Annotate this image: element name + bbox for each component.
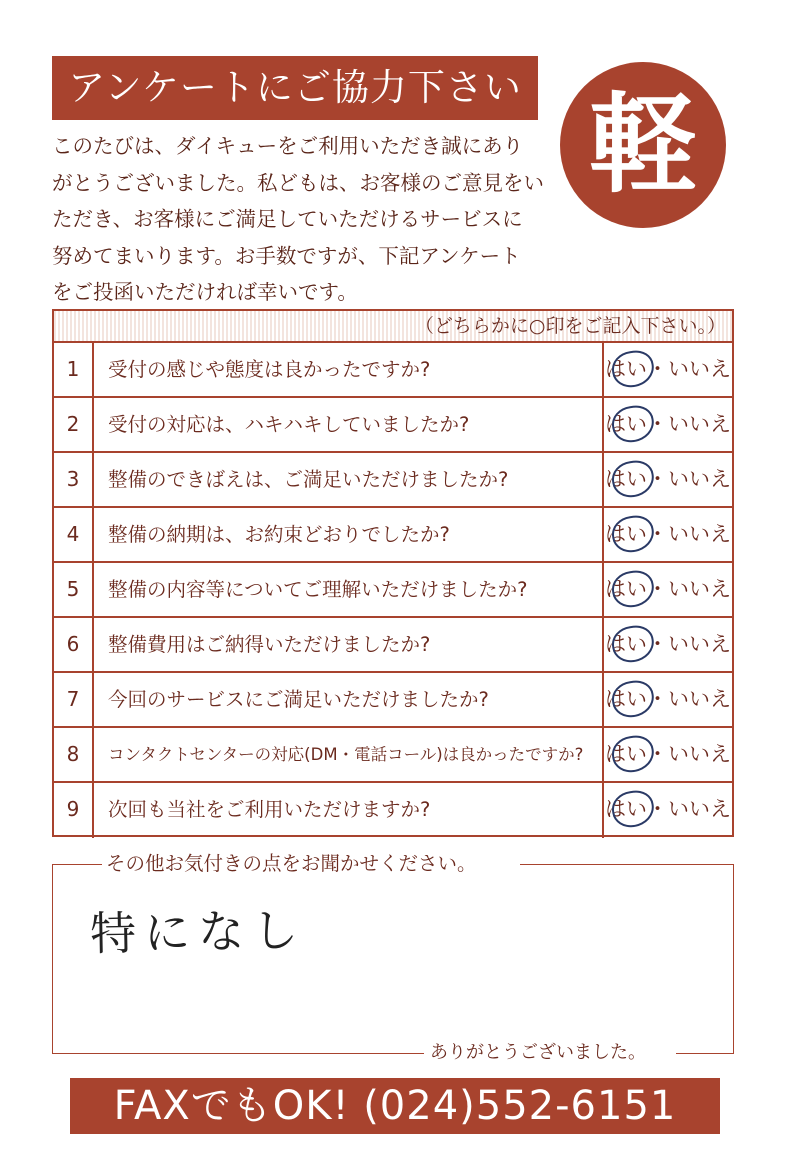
question-row: [54, 453, 732, 508]
intro-line: このたびは、ダイキューをご利用いただき誠にあり: [52, 134, 524, 158]
question-text: 整備のできばえは、ご満足いただけましたか?: [108, 468, 509, 491]
answer-options: はい・いいえ: [605, 742, 731, 766]
question-text: 今回のサービスにご満足いただけましたか?: [108, 688, 489, 711]
intro-line: 努めてまいります。お手数ですが、下記アンケート: [52, 243, 521, 268]
question-row: [54, 343, 732, 398]
question-row: [54, 563, 732, 618]
question-number: 1: [54, 343, 94, 396]
answer-options: はい・いいえ: [605, 522, 731, 546]
answer-choice[interactable]: [602, 673, 732, 726]
answer-options: はい・いいえ: [605, 797, 731, 821]
survey-instruction: （どちらかに○印をご記入下さい。）: [54, 311, 732, 343]
question-row: [54, 673, 732, 728]
intro-paragraph: [52, 128, 552, 311]
question-number: 8: [54, 728, 94, 781]
answer-choice[interactable]: [602, 508, 732, 561]
answer-choice[interactable]: [602, 783, 732, 838]
divider: [52, 864, 102, 865]
question-row: [54, 783, 732, 838]
intro-line: がとうございました。私どもは、お客様のご意見をい: [52, 170, 544, 195]
yes-circle-mark: [610, 403, 657, 444]
yes-circle-mark: [610, 458, 657, 499]
intro-line: ただき、お客様にご満足していただけるサービスに: [52, 207, 523, 231]
question-number: 5: [54, 563, 94, 616]
question-number: 4: [54, 508, 94, 561]
answer-options: はい・いいえ: [605, 467, 731, 491]
kei-seal-logo: [560, 62, 726, 228]
question-number: 2: [54, 398, 94, 451]
answer-options: はい・いいえ: [605, 412, 731, 436]
question-number: 9: [54, 783, 94, 838]
question-row: [54, 398, 732, 453]
question-text: 整備費用はご納得いただけましたか?: [108, 633, 431, 656]
yes-circle-mark: [610, 513, 657, 554]
survey-table: [52, 309, 734, 837]
answer-choice[interactable]: [602, 563, 732, 616]
yes-circle-mark: [610, 623, 657, 664]
question-row: [54, 508, 732, 563]
divider: [52, 1053, 424, 1054]
question-number: 3: [54, 453, 94, 506]
comment-label: その他お気付きの点をお聞かせください。: [106, 852, 477, 875]
divider: [676, 1053, 734, 1054]
answer-choice[interactable]: [602, 453, 732, 506]
question-row: [54, 618, 732, 673]
thanks-text: ありがとうございました。: [430, 1042, 646, 1063]
seal-character: 軽: [588, 82, 697, 208]
answer-options: はい・いいえ: [605, 577, 731, 601]
question-text: 受付の感じや態度は良かったですか?: [108, 358, 431, 381]
question-text: 次回も当社をご利用いただけますか?: [108, 798, 431, 821]
yes-circle-mark: [610, 733, 657, 774]
answer-options: はい・いいえ: [605, 687, 731, 711]
yes-circle-mark: [610, 568, 657, 609]
question-row: [54, 728, 732, 783]
answer-options: はい・いいえ: [605, 632, 731, 656]
divider: [520, 864, 734, 865]
answer-choice[interactable]: [602, 398, 732, 451]
question-number: 6: [54, 618, 94, 671]
intro-line: をご投函いただければ幸いです。: [52, 280, 358, 304]
survey-title: アンケートにご協力下さい: [52, 56, 538, 120]
answer-options: はい・いいえ: [605, 357, 731, 381]
fax-banner: FAXでもOK! (024)552-6151: [70, 1078, 720, 1134]
question-text: コンタクトセンターの対応(DM・電話コール)は良かったですか?: [108, 745, 584, 764]
question-text: 受付の対応は、ハキハキしていましたか?: [108, 413, 470, 436]
answer-choice[interactable]: [602, 618, 732, 671]
question-text: 整備の内容等についてご理解いただけましたか?: [108, 578, 528, 601]
yes-circle-mark: [610, 678, 657, 719]
handwritten-comment: 特になし: [89, 903, 307, 961]
answer-choice[interactable]: [602, 728, 732, 781]
answer-choice[interactable]: [602, 343, 732, 396]
question-text: 整備の納期は、お約束どおりでしたか?: [108, 523, 450, 546]
question-number: 7: [54, 673, 94, 726]
yes-circle-mark: [610, 348, 657, 389]
yes-circle-mark: [610, 788, 657, 829]
